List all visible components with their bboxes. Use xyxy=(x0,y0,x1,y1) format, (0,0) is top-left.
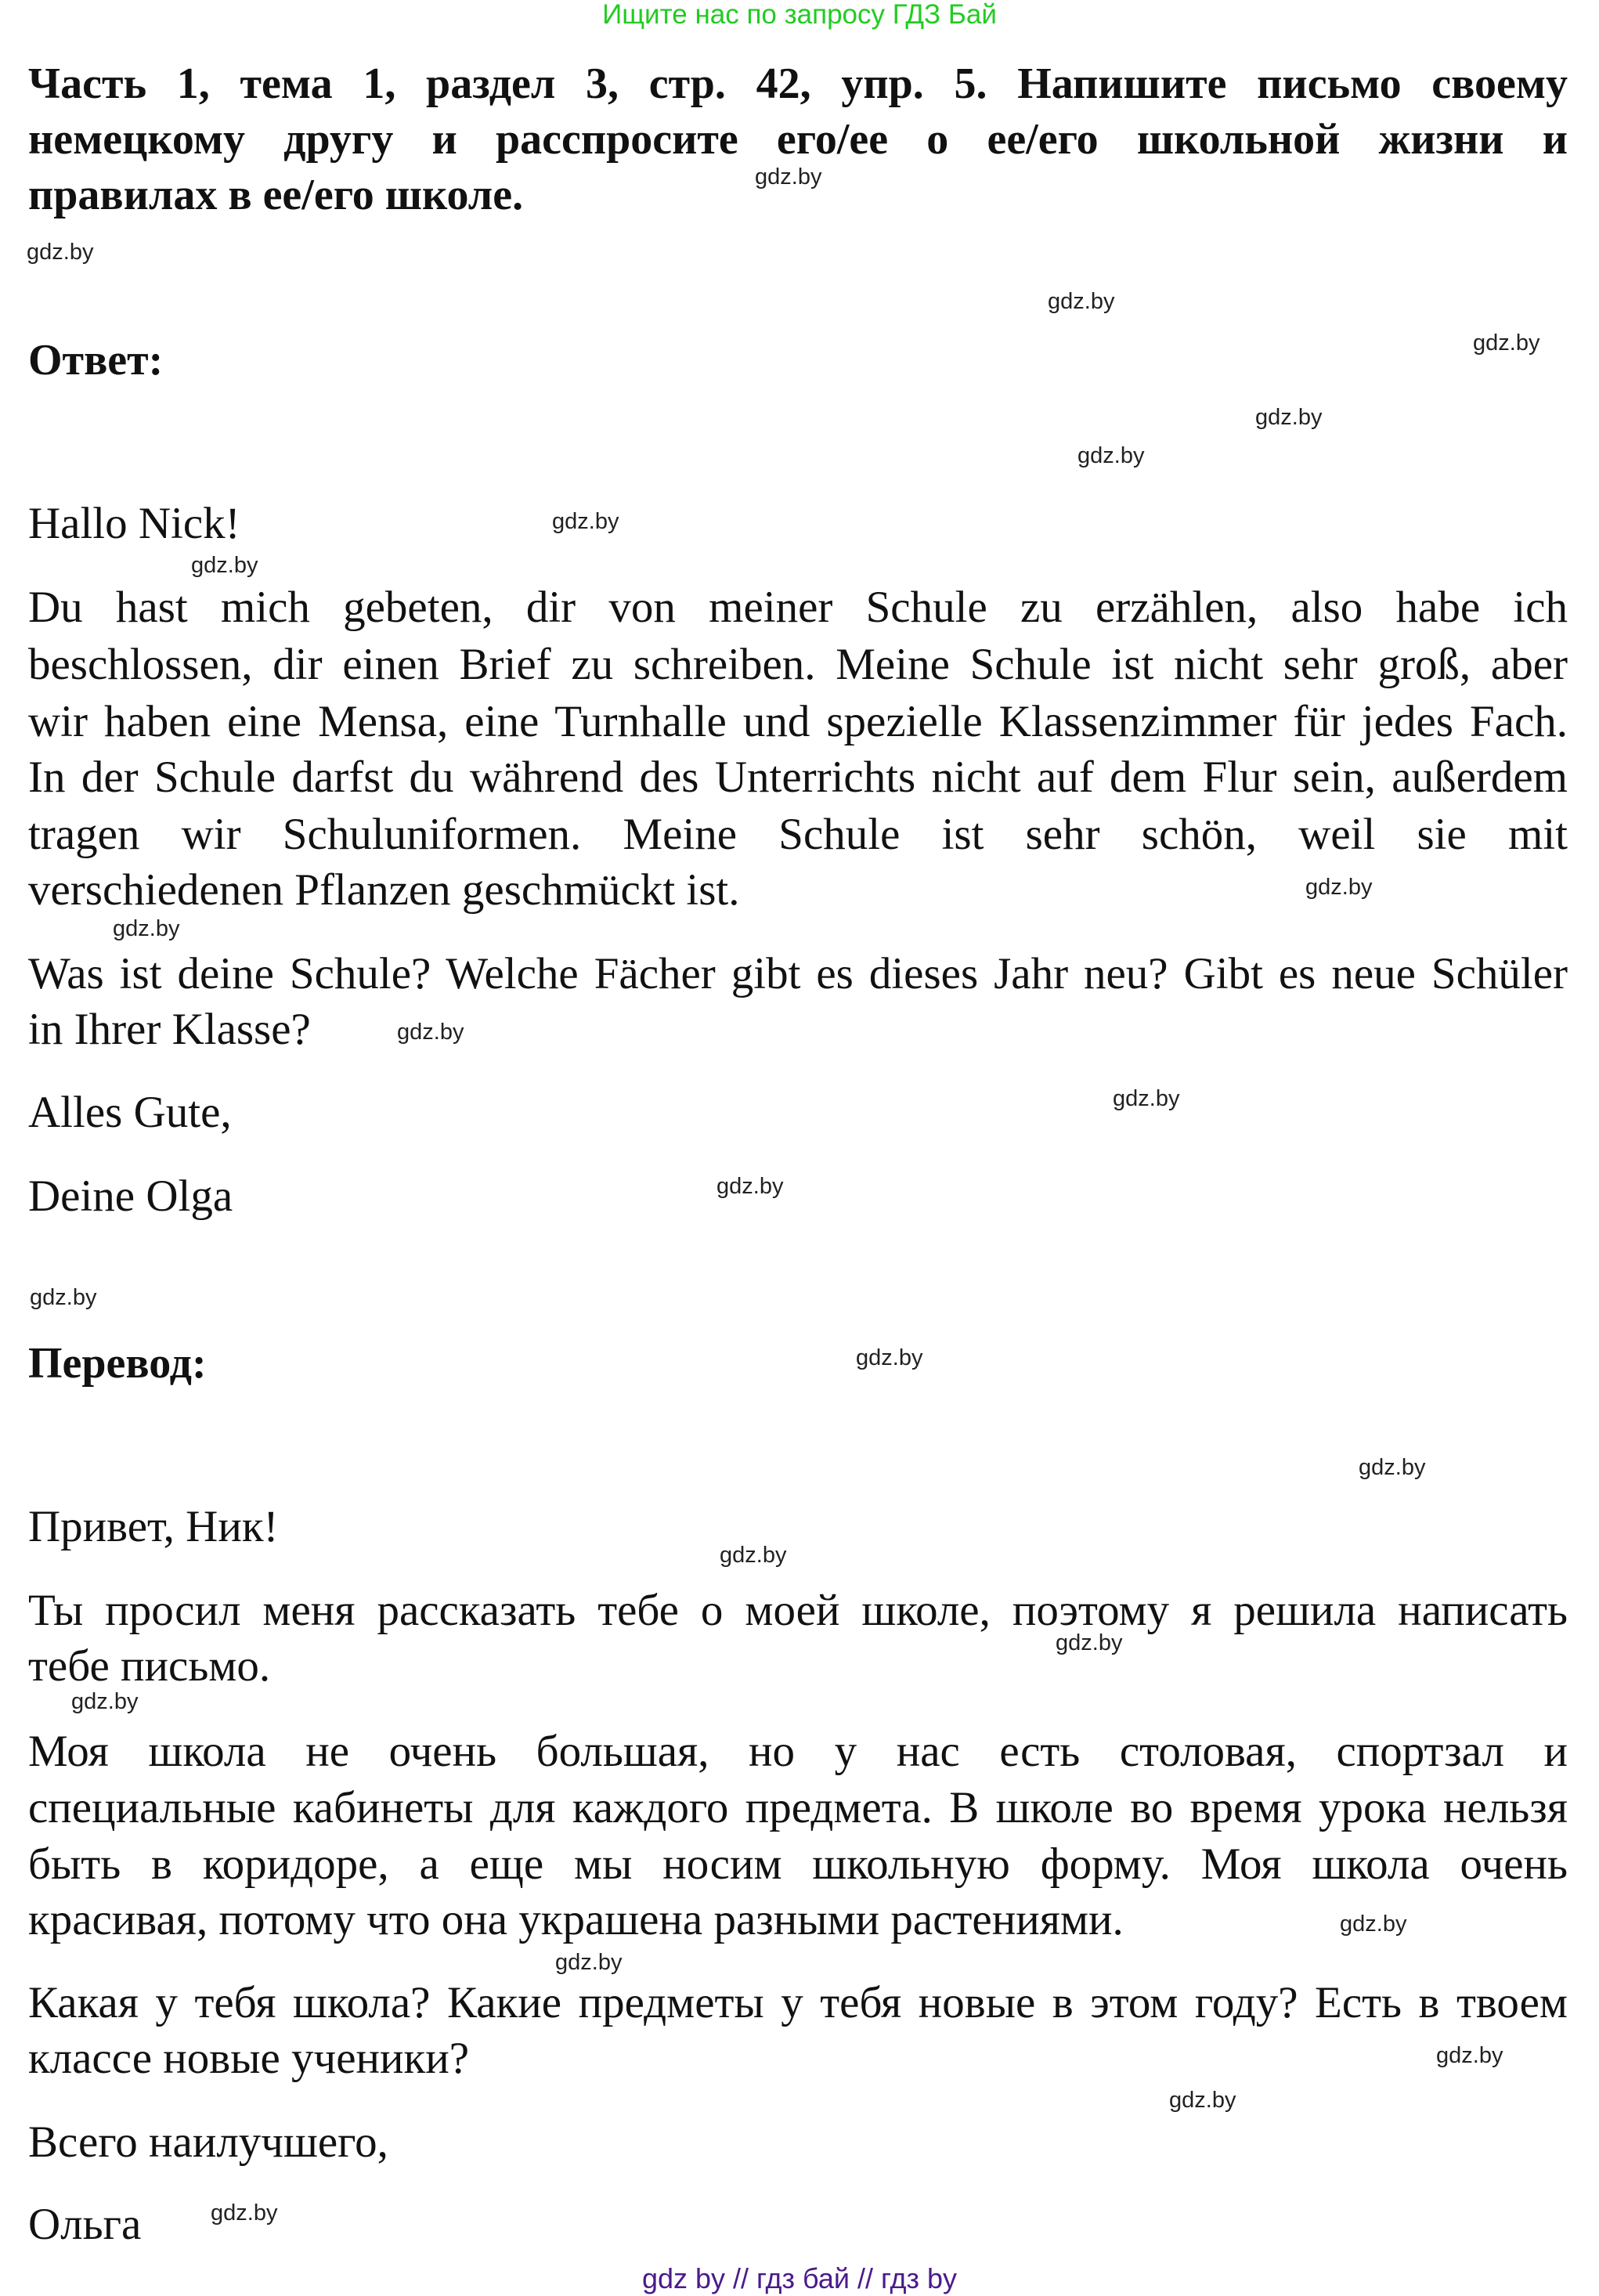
translation-line: красивая, потому что она украшена разными растениями. xyxy=(28,1895,1124,1944)
translation-greeting: Привет, Ник! xyxy=(28,1502,279,1551)
translation-line: тебе письмо. xyxy=(28,1641,271,1691)
watermark: gdz.by xyxy=(191,553,258,578)
watermark: gdz.by xyxy=(397,1020,464,1045)
translation-line: Ты просил меня рассказать тебе о моей школе, поэтому я решила написать xyxy=(28,1586,1568,1635)
watermark: gdz.by xyxy=(856,1345,923,1370)
watermark: gdz.by xyxy=(1473,330,1540,356)
watermark: gdz.by xyxy=(716,1174,784,1199)
translation-closing: Всего наилучшего, xyxy=(28,2117,388,2167)
watermark: gdz.by xyxy=(555,1950,623,1975)
title-line: немецкому другу и расспросите его/ее о ее/его школьной жизни и xyxy=(28,115,1568,164)
translation-line: специальные кабинеты для каждого предмета. В школе во время урока нельзя xyxy=(28,1783,1568,1832)
header-banner[interactable]: Ищите нас по запросу ГДЗ Бай xyxy=(602,0,997,30)
watermark: gdz.by xyxy=(1255,405,1323,430)
translation-line: Моя школа не очень большая, но у нас есть столовая, спортзал и xyxy=(28,1727,1568,1776)
letter-line: wir haben eine Mensa, eine Turnhalle und spezielle Klassenzimmer für jedes Fach. xyxy=(28,697,1568,746)
letter-line: verschiedenen Pflanzen geschmückt ist. xyxy=(28,865,740,915)
watermark: gdz.by xyxy=(1436,2043,1503,2068)
letter-line: Du hast mich gebeten, dir von meiner Schule zu erzählen, also habe ich xyxy=(28,583,1568,632)
watermark: gdz.by xyxy=(1359,1455,1426,1480)
watermark: gdz.by xyxy=(1077,443,1145,468)
watermark: gdz.by xyxy=(211,2200,278,2226)
watermark: gdz.by xyxy=(1048,289,1115,314)
title-line: правилах в ее/его школе. xyxy=(28,171,524,219)
watermark: gdz.by xyxy=(1113,1086,1180,1111)
watermark: gdz.by xyxy=(1056,1630,1123,1655)
watermark: gdz.by xyxy=(113,916,180,941)
watermark: gdz.by xyxy=(1169,2088,1236,2113)
watermark: gdz.by xyxy=(27,240,94,265)
watermark: gdz.by xyxy=(1305,875,1373,900)
letter-line: In der Schule darfst du während des Unterrichts nicht auf dem Flur sein, außerdem xyxy=(28,753,1568,802)
watermark: gdz.by xyxy=(30,1285,97,1310)
answer-heading: Ответ: xyxy=(28,336,164,384)
watermark: gdz.by xyxy=(720,1543,787,1568)
translation-line: классе новые ученики? xyxy=(28,2034,470,2083)
title-line: Часть 1, тема 1, раздел 3, стр. 42, упр. 5. Напишите письмо своему xyxy=(28,60,1568,108)
translation-signature: Ольга xyxy=(28,2200,142,2249)
letter-signature: Deine Olga xyxy=(28,1171,233,1221)
letter-line: in Ihrer Klasse? xyxy=(28,1005,311,1054)
watermark: gdz.by xyxy=(1340,1912,1407,1937)
letter-line: tragen wir Schuluniformen. Meine Schule ist sehr schön, weil sie mit xyxy=(28,810,1568,859)
translation-heading: Перевод: xyxy=(28,1339,207,1388)
footer-banner[interactable]: gdz by // гдз бай // гдз by xyxy=(641,2262,958,2294)
watermark: gdz.by xyxy=(755,164,822,190)
letter-greeting: Hallo Nick! xyxy=(28,499,240,548)
letter-line: Was ist deine Schule? Welche Fächer gibt es dieses Jahr neu? Gibt es neue Schüler xyxy=(28,949,1568,998)
letter-line: beschlossen, dir einen Brief zu schreiben. Meine Schule ist nicht sehr groß, aber xyxy=(28,640,1568,689)
letter-closing: Alles Gute, xyxy=(28,1088,232,1137)
translation-line: быть в коридоре, а еще мы носим школьную форму. Моя школа очень xyxy=(28,1839,1568,1889)
watermark: gdz.by xyxy=(71,1689,139,1714)
watermark: gdz.by xyxy=(552,509,619,534)
translation-line: Какая у тебя школа? Какие предметы у тебя новые в этом году? Есть в твоем xyxy=(28,1978,1568,2027)
